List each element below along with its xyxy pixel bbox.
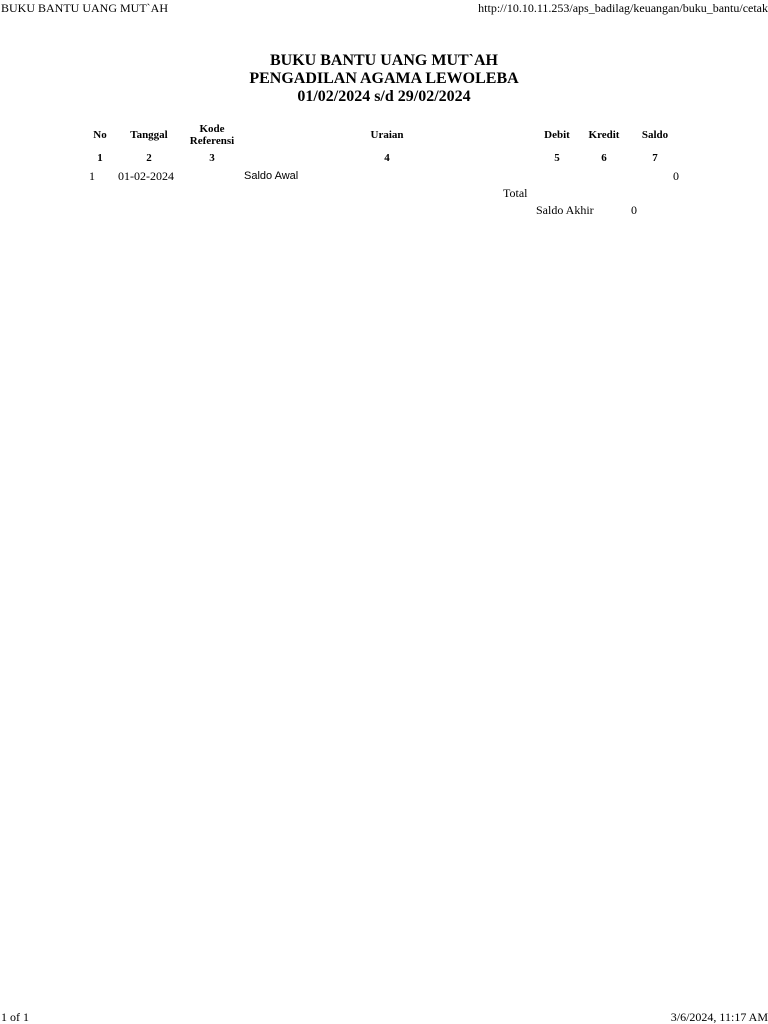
header-uraian: Uraian <box>370 129 404 141</box>
print-footer-page-count: 1 of 1 <box>1 1010 29 1024</box>
saldo-akhir-value: 0 <box>631 203 637 217</box>
print-footer-timestamp: 3/6/2024, 11:17 AM <box>670 1010 768 1024</box>
print-header-title: BUKU BANTU UANG MUT`AH <box>1 1 168 15</box>
report-title: BUKU BANTU UANG MUT`AH <box>270 52 498 69</box>
header-tanggal: Tanggal <box>130 129 168 141</box>
report-title-block <box>0 52 768 106</box>
header-kredit: Kredit <box>588 129 620 141</box>
column-number: 4 <box>384 152 390 164</box>
row-tanggal: 01-02-2024 <box>118 169 174 183</box>
header-kode-line1: Kode <box>199 123 225 135</box>
header-no: No <box>93 129 107 141</box>
row-saldo: 0 <box>673 169 679 183</box>
print-header-url: http://10.10.11.253/aps_badilag/keuangan/buku_bantu/cetak <box>478 1 768 15</box>
total-label: Total <box>503 186 528 200</box>
column-number: 3 <box>209 152 215 164</box>
header-kode-line2: Referensi <box>189 135 235 147</box>
column-number: 6 <box>601 152 607 164</box>
column-number: 1 <box>97 152 103 164</box>
saldo-akhir-label: Saldo Akhir <box>536 203 594 217</box>
column-number: 2 <box>146 152 152 164</box>
column-number: 7 <box>652 152 658 164</box>
row-no: 1 <box>89 169 95 183</box>
header-saldo: Saldo <box>641 129 669 141</box>
row-uraian: Saldo Awal <box>244 170 299 182</box>
header-debit: Debit <box>544 129 570 141</box>
report-period: 01/02/2024 s/d 29/02/2024 <box>297 88 471 105</box>
column-number: 5 <box>554 152 560 164</box>
report-institution: PENGADILAN AGAMA LEWOLEBA <box>249 70 519 87</box>
